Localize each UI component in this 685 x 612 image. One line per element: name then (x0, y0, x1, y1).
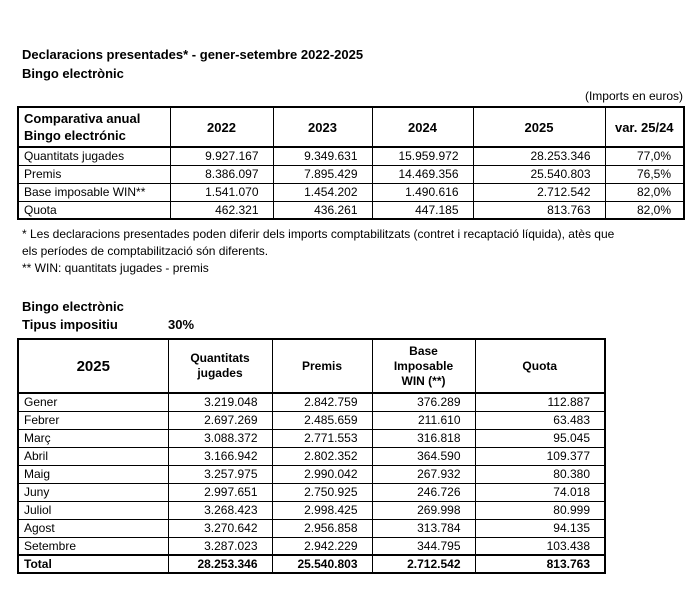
cell-value: 813.763 (473, 201, 605, 219)
page-subtitle: Bingo electrònic (22, 66, 124, 81)
cell-value: 2.997.651 (168, 483, 272, 501)
cell-value: 8.386.097 (170, 165, 273, 183)
variation-header: var. 25/24 (605, 107, 684, 147)
cell-value: 462.321 (170, 201, 273, 219)
cell-value: 80.999 (475, 501, 605, 519)
cell-value: 313.784 (372, 519, 475, 537)
cell-value: 2.750.925 (272, 483, 372, 501)
cell-value: 3.257.975 (168, 465, 272, 483)
cell-value: 267.932 (372, 465, 475, 483)
monthly-year-header: 2025 (18, 339, 168, 393)
variation-value: 82,0% (605, 183, 684, 201)
cell-value: 9.349.631 (273, 147, 372, 165)
page-title: Declaracions presentades* - gener-setembre 2022-2025 (22, 47, 364, 62)
month-label: Març (18, 429, 168, 447)
cell-value: 3.268.423 (168, 501, 272, 519)
cell-value: 2.712.542 (473, 183, 605, 201)
year-header-2025: 2025 (473, 107, 605, 147)
cell-value: 109.377 (475, 447, 605, 465)
cell-value: 14.469.356 (372, 165, 473, 183)
total-value: 2.712.542 (372, 555, 475, 573)
total-value: 28.253.346 (168, 555, 272, 573)
month-label: Febrer (18, 411, 168, 429)
cell-value: 436.261 (273, 201, 372, 219)
cell-value: 344.795 (372, 537, 475, 555)
comparison-header-label-line1: Comparativa anual (24, 111, 141, 126)
cell-value: 2.942.229 (272, 537, 372, 555)
cell-value: 3.270.642 (168, 519, 272, 537)
table-row-abril (18, 447, 605, 465)
cell-value: 1.490.616 (372, 183, 473, 201)
cell-value: 447.185 (372, 201, 473, 219)
monthly-header-quota: Quota (475, 339, 605, 393)
cell-value: 95.045 (475, 429, 605, 447)
month-label: Juny (18, 483, 168, 501)
tax-rate-value: 30% (168, 317, 195, 332)
table-row (18, 147, 684, 165)
row-label: Premis (18, 165, 170, 183)
monthly-header-base-line3: WIN (**) (401, 373, 446, 388)
cell-value: 63.483 (475, 411, 605, 429)
cell-value: 2.990.042 (272, 465, 372, 483)
units-note: (Imports en euros) (584, 89, 683, 103)
variation-value: 82,0% (605, 201, 684, 219)
monthly-header-base-win (372, 339, 475, 393)
tax-rate-label: Tipus impositiu (22, 317, 118, 332)
cell-value: 112.887 (475, 393, 605, 411)
monthly-header-quantitats (168, 339, 272, 393)
footnote-line1: * Les declaracions presentades poden diferir dels imports comptabilitzats (contret i recaptació líquida), atès que (22, 227, 615, 241)
cell-value: 25.540.803 (473, 165, 605, 183)
cell-value: 80.380 (475, 465, 605, 483)
cell-value: 3.219.048 (168, 393, 272, 411)
total-row (18, 555, 605, 573)
cell-value: 2.485.659 (272, 411, 372, 429)
monthly-header-base-line1: Base (409, 343, 438, 358)
cell-value: 74.018 (475, 483, 605, 501)
cell-value: 7.895.429 (273, 165, 372, 183)
table-row-juliol (18, 501, 605, 519)
cell-value: 103.438 (475, 537, 605, 555)
table-row (18, 183, 684, 201)
comparison-table (17, 106, 685, 220)
footnote-declarations (22, 226, 685, 260)
row-label: Quantitats jugades (18, 147, 170, 165)
cell-value: 3.166.942 (168, 447, 272, 465)
cell-value: 9.927.167 (170, 147, 273, 165)
total-value: 813.763 (475, 555, 605, 573)
comparison-header-label (18, 107, 170, 147)
cell-value: 2.956.858 (272, 519, 372, 537)
table-row-marc (18, 429, 605, 447)
cell-value: 3.287.023 (168, 537, 272, 555)
table-row-juny (18, 483, 605, 501)
cell-value: 316.818 (372, 429, 475, 447)
cell-value: 15.959.972 (372, 147, 473, 165)
cell-value: 269.998 (372, 501, 475, 519)
monthly-header-quantitats-line1: Quantitats (190, 351, 250, 365)
monthly-header-quantitats-line2: jugades (197, 366, 243, 380)
cell-value: 2.771.553 (272, 429, 372, 447)
cell-value: 28.253.346 (473, 147, 605, 165)
footnote-line2: els períodes de comptabilització són diferents. (22, 244, 269, 258)
total-value: 25.540.803 (272, 555, 372, 573)
cell-value: 376.289 (372, 393, 475, 411)
month-label: Abril (18, 447, 168, 465)
table-row-agost (18, 519, 605, 537)
year-header-2024: 2024 (372, 107, 473, 147)
month-label: Maig (18, 465, 168, 483)
table-row (18, 165, 684, 183)
month-label: Juliol (18, 501, 168, 519)
row-label: Base imposable WIN** (18, 183, 170, 201)
cell-value: 2.842.759 (272, 393, 372, 411)
cell-value: 246.726 (372, 483, 475, 501)
month-label: Agost (18, 519, 168, 537)
year-header-2022: 2022 (170, 107, 273, 147)
tax-rate-row (22, 316, 685, 334)
variation-value: 76,5% (605, 165, 684, 183)
cell-value: 2.697.269 (168, 411, 272, 429)
cell-value: 1.454.202 (273, 183, 372, 201)
year-header-2023: 2023 (273, 107, 372, 147)
monthly-header-row (18, 339, 605, 393)
monthly-header-premis: Premis (272, 339, 372, 393)
monthly-table (17, 338, 606, 574)
month-label: Gener (18, 393, 168, 411)
table-row-gener (18, 393, 605, 411)
row-label: Quota (18, 201, 170, 219)
comparison-header-row (18, 107, 684, 147)
cell-value: 211.610 (372, 411, 475, 429)
footnote-win: ** WIN: quantitats jugades - premis (22, 261, 209, 275)
cell-value: 1.541.070 (170, 183, 273, 201)
table-row (18, 201, 684, 219)
cell-value: 2.998.425 (272, 501, 372, 519)
total-label: Total (18, 555, 168, 573)
table-row-febrer (18, 411, 605, 429)
cell-value: 364.590 (372, 447, 475, 465)
monthly-section-title: Bingo electrònic (22, 299, 124, 314)
monthly-header-base-line2: Imposable (393, 358, 454, 373)
cell-value: 94.135 (475, 519, 605, 537)
table-row-maig (18, 465, 605, 483)
cell-value: 3.088.372 (168, 429, 272, 447)
month-label: Setembre (18, 537, 168, 555)
cell-value: 2.802.352 (272, 447, 372, 465)
table-row-setembre (18, 537, 605, 555)
variation-value: 77,0% (605, 147, 684, 165)
comparison-header-label-line2: Bingo electrónic (24, 128, 126, 143)
